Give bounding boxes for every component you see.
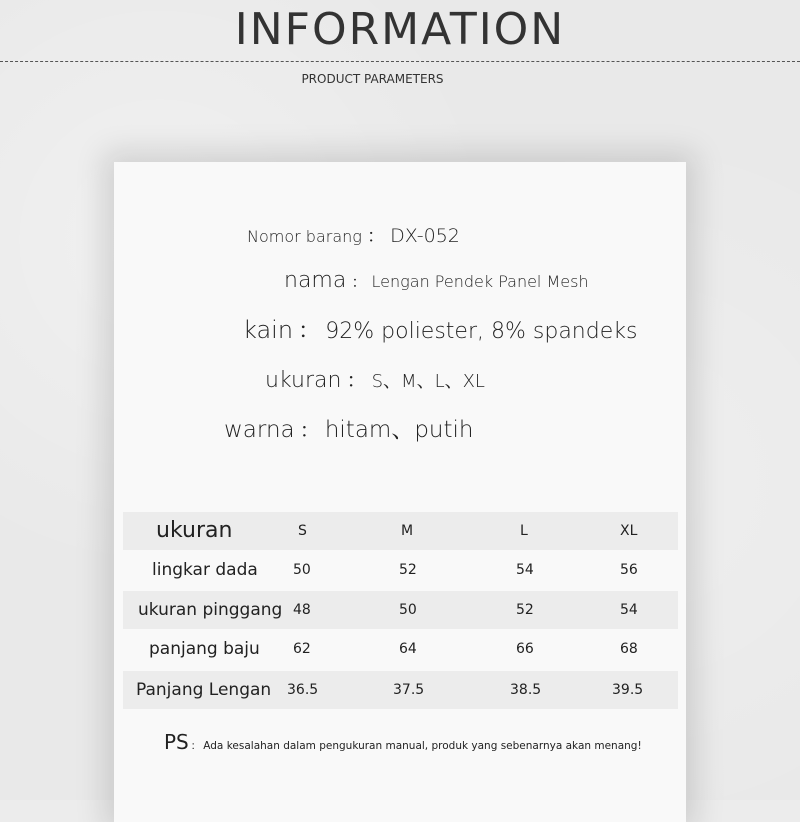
dashed-divider <box>0 61 800 62</box>
table-cell: 38.5 <box>510 682 542 698</box>
info-line-color <box>224 411 473 444</box>
table-cell: 37.5 <box>393 682 425 698</box>
info-line-item-number <box>247 222 460 248</box>
table-cell: 62 <box>293 641 311 657</box>
size-table-header <box>123 512 678 550</box>
table-row <box>123 551 678 589</box>
info-separator: ： <box>366 226 385 247</box>
info-label: kain <box>243 316 294 344</box>
table-header-label: ukuran <box>156 518 233 543</box>
page-title: INFORMATION <box>234 4 566 55</box>
table-cell: 50 <box>293 562 311 578</box>
ps-note <box>164 730 642 754</box>
info-separator: ： <box>351 273 367 291</box>
ps-text: Ada kesalahan dalam pengukuran manual, produk yang sebenarnya akan menang! <box>203 740 642 752</box>
info-card <box>114 162 686 822</box>
info-line-fabric <box>243 314 637 345</box>
info-separator: ： <box>346 368 367 392</box>
table-cell: 52 <box>399 562 417 578</box>
table-cell: 66 <box>516 641 534 657</box>
table-row-label: panjang baju <box>149 639 260 659</box>
info-label: nama <box>284 268 347 293</box>
table-row <box>123 630 678 668</box>
info-line-size <box>265 364 485 393</box>
page-subtitle: PRODUCT PARAMETERS <box>301 72 444 86</box>
ps-separator: ： <box>190 740 202 752</box>
table-header-size: S <box>298 523 307 539</box>
info-value: DX-052 <box>390 225 460 247</box>
table-cell: 48 <box>293 602 311 618</box>
info-value: Lengan Pendek Panel Mesh <box>371 272 589 291</box>
ps-mark: PS <box>164 730 189 754</box>
table-row <box>123 671 678 709</box>
table-row <box>123 591 678 629</box>
info-separator: ： <box>299 418 320 442</box>
table-row-label: lingkar dada <box>152 560 258 580</box>
table-cell: 54 <box>620 602 638 618</box>
table-row-label: Panjang Lengan <box>136 680 272 700</box>
info-separator: ： <box>298 319 321 344</box>
table-row-label: ukuran pinggang <box>138 600 283 620</box>
info-value: S、M、L、XL <box>371 371 485 392</box>
info-label: ukuran <box>265 368 342 393</box>
table-header-size: M <box>401 523 414 539</box>
table-cell: 64 <box>399 641 417 657</box>
table-header-size: XL <box>620 523 638 539</box>
table-cell: 50 <box>399 602 417 618</box>
info-value: 92% poliester, 8% spandeks <box>325 319 638 344</box>
table-cell: 68 <box>620 641 638 657</box>
info-label: Nomor barang <box>247 227 362 246</box>
table-cell: 52 <box>516 602 534 618</box>
table-header-size: L <box>520 523 528 539</box>
table-cell: 39.5 <box>612 682 644 698</box>
info-value: hitam、putih <box>324 417 474 443</box>
table-cell: 56 <box>620 562 638 578</box>
table-cell: 36.5 <box>287 682 319 698</box>
info-label: warna <box>224 417 295 443</box>
info-line-name <box>284 268 589 293</box>
table-cell: 54 <box>516 562 534 578</box>
